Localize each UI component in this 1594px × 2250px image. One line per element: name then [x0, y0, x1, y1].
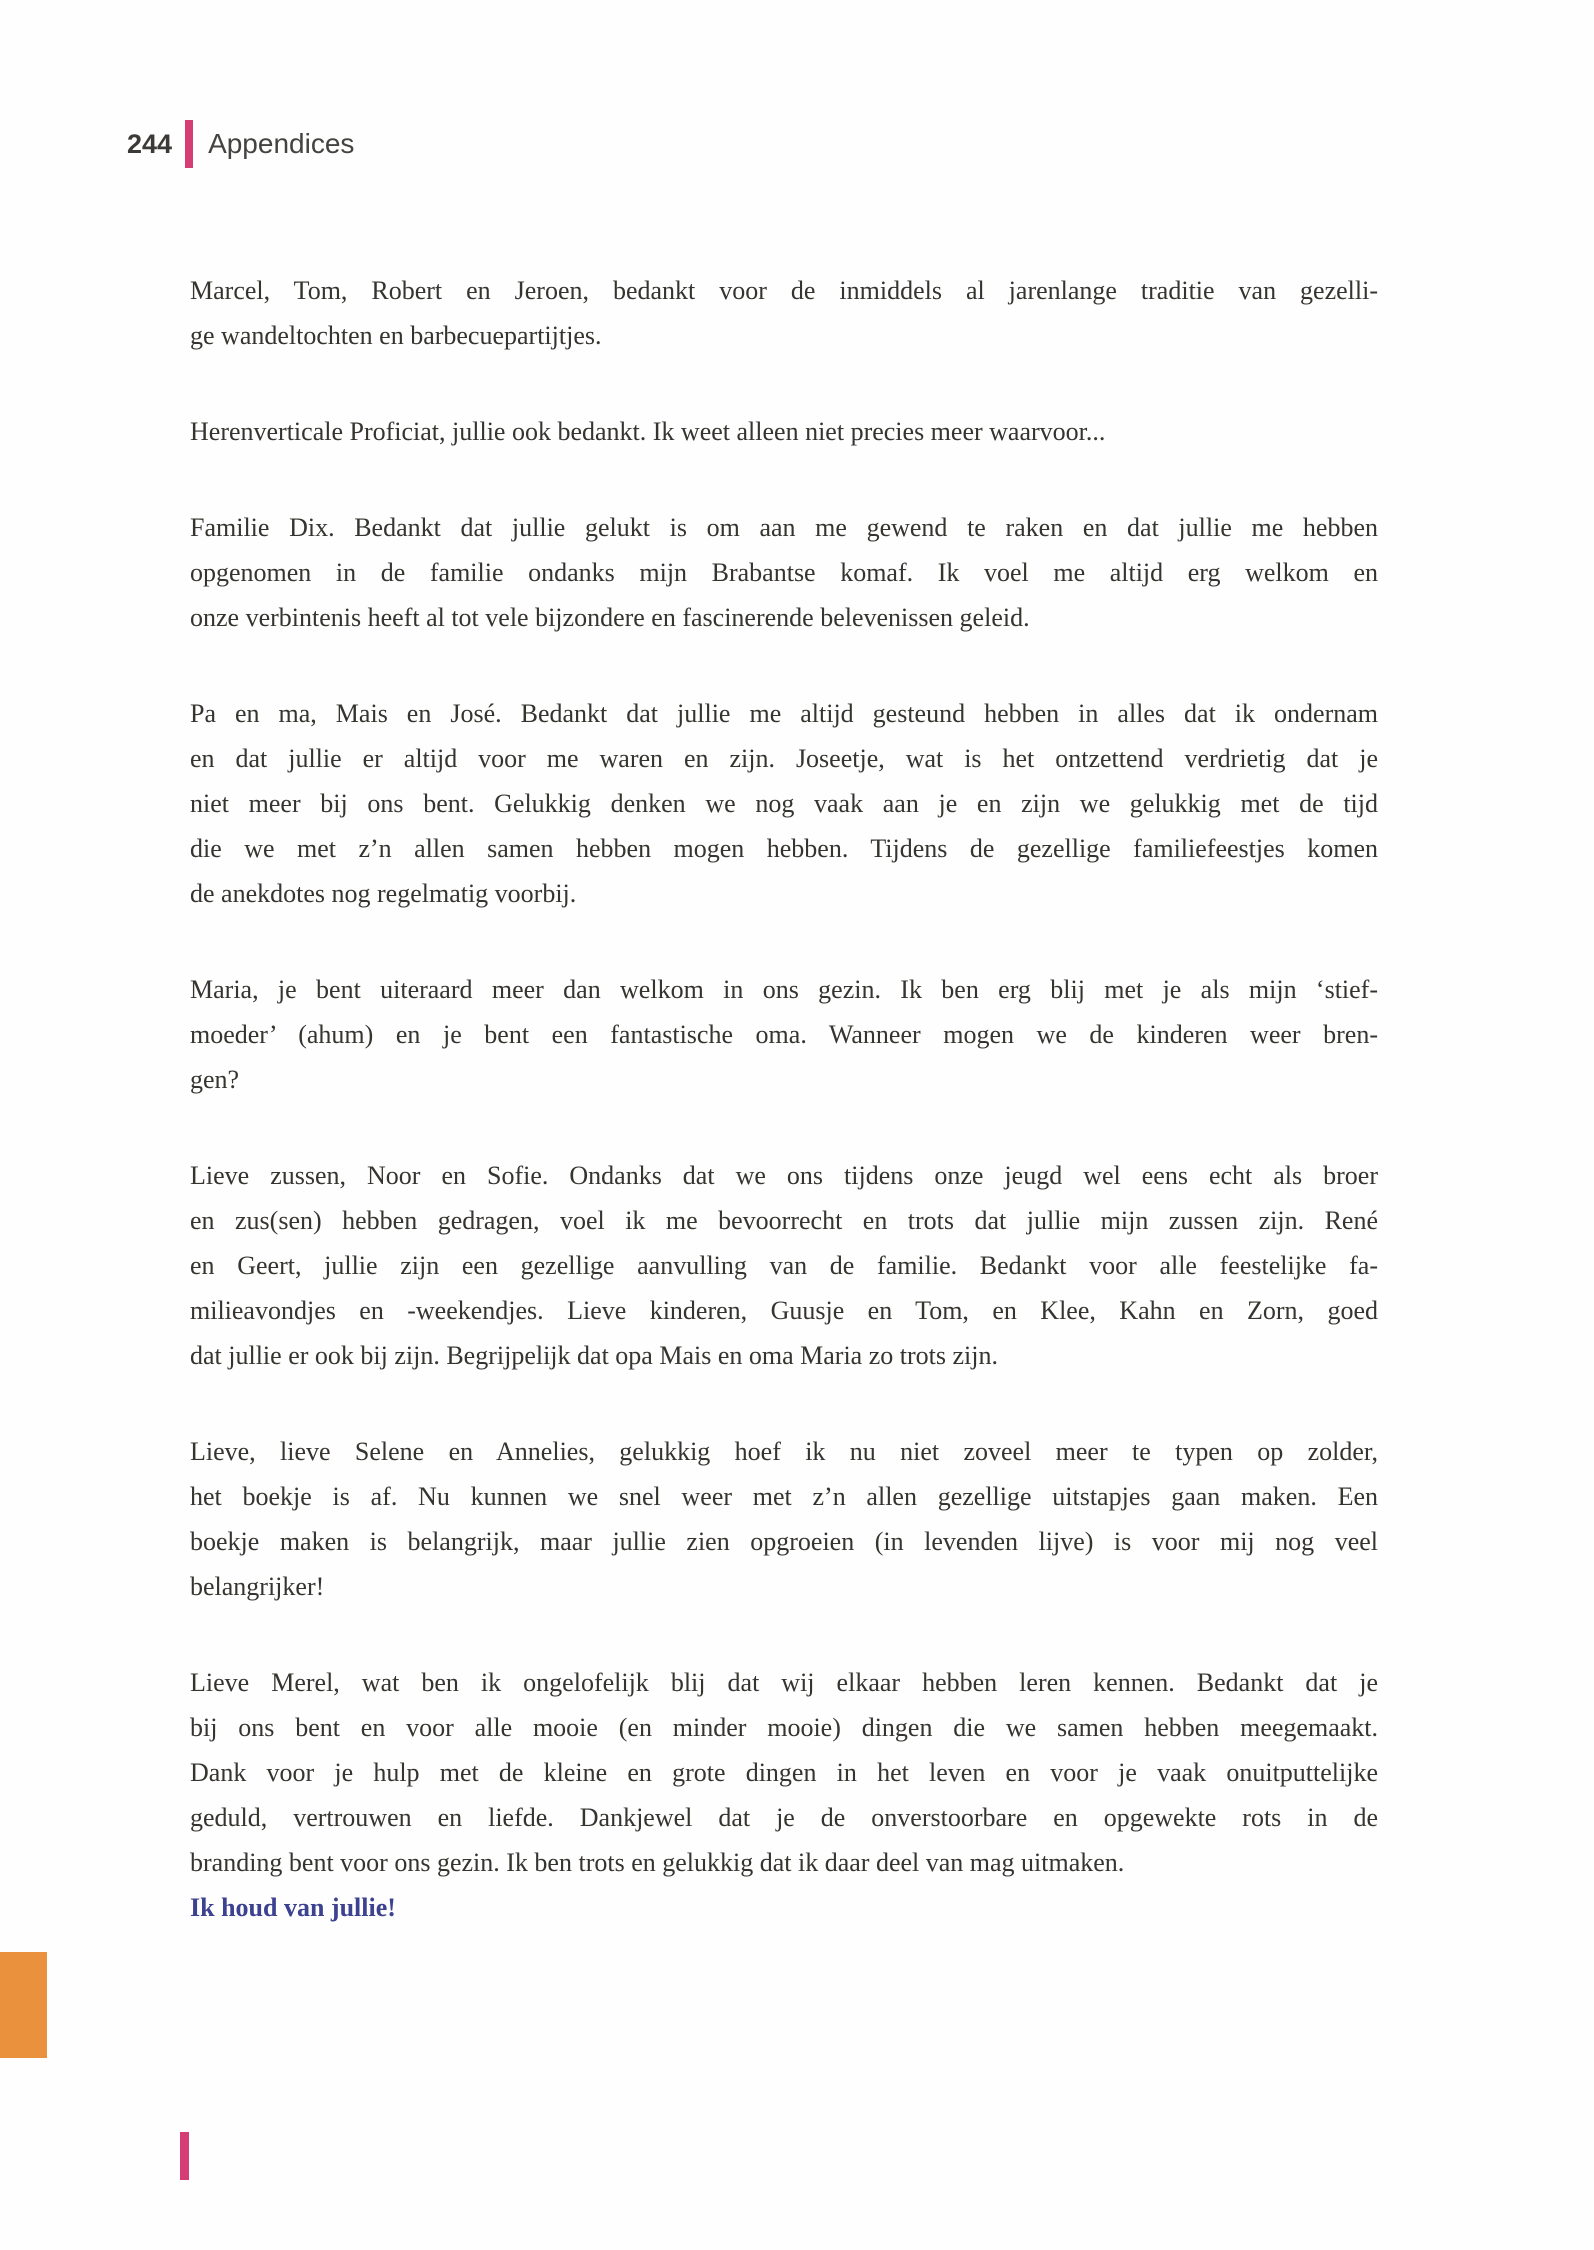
- footer-accent-bar: [180, 2132, 189, 2180]
- paragraph: [190, 409, 1378, 454]
- header-accent-bar: [185, 120, 193, 168]
- closing-line: Ik houd van jullie!: [190, 1893, 396, 1922]
- text-line: Familie Dix. Bedankt dat jullie gelukt is om aan me gewend te raken en dat jullie me hebben: [190, 513, 1378, 542]
- text-line: boekje maken is belangrijk, maar jullie zien opgroeien (in levenden lijve) is voor mij nog veel: [190, 1527, 1378, 1556]
- text-line: ge wandeltochten en barbecuepartijtjes.: [190, 321, 602, 350]
- text-line: en Geert, jullie zijn een gezellige aanvulling van de familie. Bedankt voor alle feestelijke fa-: [190, 1251, 1378, 1280]
- text-line: milieavondjes en -weekendjes. Lieve kinderen, Guusje en Tom, en Klee, Kahn en Zorn, goed: [190, 1296, 1378, 1325]
- text-line: Dank voor je hulp met de kleine en grote dingen in het leven en voor je vaak onuitputtelijke: [190, 1758, 1378, 1787]
- text-line: Maria, je bent uiteraard meer dan welkom in ons gezin. Ik ben erg blij met je als mijn ‘stief-: [190, 975, 1378, 1004]
- paragraph: [190, 268, 1378, 358]
- paragraph: [190, 505, 1378, 640]
- text-line: belangrijker!: [190, 1572, 325, 1601]
- text-line: gen?: [190, 1065, 240, 1094]
- text-line: Lieve, lieve Selene en Annelies, gelukkig hoef ik nu niet zoveel meer te typen op zolder,: [190, 1437, 1378, 1466]
- text-line: Marcel, Tom, Robert en Jeroen, bedankt voor de inmiddels al jarenlange traditie van gezelli-: [190, 276, 1378, 305]
- text-line: dat jullie er ook bij zijn. Begrijpelijk dat opa Mais en oma Maria zo trots zijn.: [190, 1341, 998, 1370]
- text-line: niet meer bij ons bent. Gelukkig denken we nog vaak aan je en zijn we gelukkig met de tijd: [190, 789, 1378, 818]
- text-line: geduld, vertrouwen en liefde. Dankjewel dat je de onverstoorbare en opgewekte rots in de: [190, 1803, 1378, 1832]
- text-line: de anekdotes nog regelmatig voorbij.: [190, 879, 577, 908]
- section-title: Appendices: [208, 128, 355, 159]
- text-line: Lieve zussen, Noor en Sofie. Ondanks dat we ons tijdens onze jeugd wel eens echt als broer: [190, 1161, 1378, 1190]
- text-line: die we met z’n allen samen hebben mogen hebben. Tijdens de gezellige familiefeestjes komen: [190, 834, 1378, 863]
- text-line: opgenomen in de familie ondanks mijn Brabantse komaf. Ik voel me altijd erg welkom en: [190, 558, 1378, 587]
- text-line: Lieve Merel, wat ben ik ongelofelijk blij dat wij elkaar hebben leren kennen. Bedankt dat je: [190, 1668, 1378, 1697]
- text-line: Herenverticale Proficiat, jullie ook bedankt. Ik weet alleen niet precies meer waarvoor...: [190, 417, 1106, 446]
- body-text: [190, 268, 1378, 1930]
- paragraphs: [190, 268, 1378, 1885]
- text-line: Pa en ma, Mais en José. Bedankt dat jullie me altijd gesteund hebben in alles dat ik ondernam: [190, 699, 1378, 728]
- text-line: onze verbintenis heeft al tot vele bijzondere en fascinerende belevenissen geleid.: [190, 603, 1030, 632]
- text-line: bij ons bent en voor alle mooie (en minder mooie) dingen die we samen hebben meegemaakt.: [190, 1713, 1378, 1742]
- paragraph: [190, 967, 1378, 1102]
- page-number: 244: [127, 128, 173, 159]
- paragraph: [190, 691, 1378, 916]
- text-line: moeder’ (ahum) en je bent een fantastische oma. Wanneer mogen we de kinderen weer bren-: [190, 1020, 1378, 1049]
- text-line: en zus(sen) hebben gedragen, voel ik me bevoorrecht en trots dat jullie mijn zussen zijn. René: [190, 1206, 1378, 1235]
- text-line: het boekje is af. Nu kunnen we snel weer met z’n allen gezellige uitstapjes gaan maken. Een: [190, 1482, 1378, 1511]
- text-line: en dat jullie er altijd voor me waren en zijn. Joseetje, wat is het ontzettend verdrietig dat je: [190, 744, 1378, 773]
- paragraph: [190, 1429, 1378, 1609]
- page-header: [127, 120, 354, 168]
- text-line: branding bent voor ons gezin. Ik ben trots en gelukkig dat ik daar deel van mag uitmaken.: [190, 1848, 1125, 1877]
- paragraph: [190, 1153, 1378, 1378]
- paragraph: [190, 1660, 1378, 1885]
- orange-tab-marker: [0, 1952, 47, 2058]
